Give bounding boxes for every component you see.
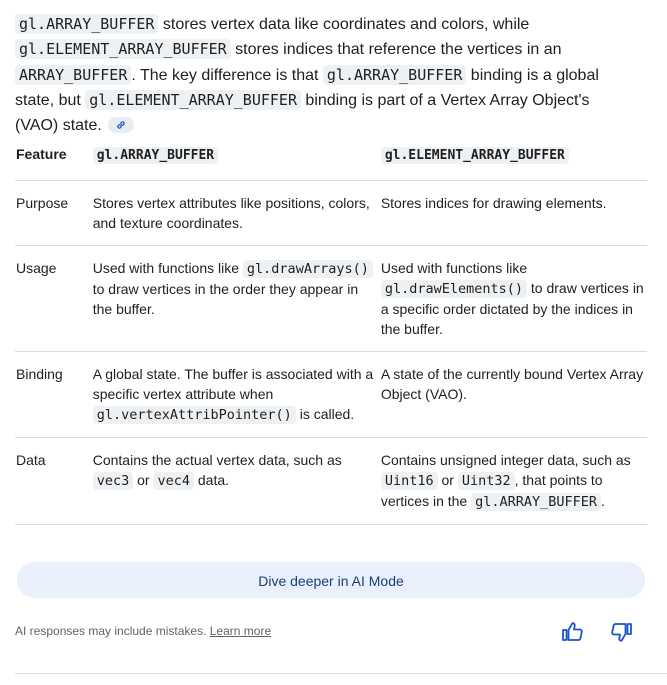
row-element-buffer-cell: A state of the currently bound Vertex Array Object (VAO). (380, 352, 647, 438)
table-header-row (15, 140, 647, 181)
header-array-buffer: gl.ARRAY_BUFFER (92, 140, 380, 181)
inline-code: gl.ARRAY_BUFFER (471, 493, 601, 511)
table-row (15, 246, 647, 352)
row-array-buffer-cell: Contains the actual vertex data, such as vec3 or vec4 data. (92, 438, 380, 525)
inline-code: gl.ARRAY_BUFFER (15, 14, 158, 34)
inline-code: gl.ELEMENT_ARRAY_BUFFER (85, 90, 301, 110)
table-row (15, 438, 647, 525)
thumbs-down-icon[interactable] (609, 620, 633, 644)
inline-code: gl.vertexAttribPointer() (93, 406, 296, 424)
header-feature: Feature (15, 140, 92, 181)
inline-code: Uint16 (381, 472, 438, 490)
row-feature: Data (15, 438, 92, 525)
source-link-button[interactable] (108, 117, 134, 133)
inline-code: gl.drawArrays() (243, 260, 373, 278)
row-element-buffer-cell: Used with functions like gl.drawElements() to draw vertices in a specific order dictated by the indices in the buffer. (380, 246, 647, 352)
learn-more-link[interactable]: Learn more (209, 624, 272, 638)
ai-disclaimer: AI responses may include mistakes. Learn more (15, 624, 272, 638)
row-array-buffer-cell: Stores vertex attributes like positions, colors, and texture coordinates. (92, 181, 380, 246)
row-array-buffer-cell: Used with functions like gl.drawArrays() to draw vertices in the order they appear in the buffer. (92, 246, 380, 352)
inline-code: Uint32 (458, 472, 515, 490)
dive-deeper-ai-mode-button[interactable]: Dive deeper in AI Mode (17, 562, 645, 598)
inline-code: vec3 (93, 472, 134, 490)
divider (15, 673, 667, 674)
table-row (15, 181, 647, 246)
row-element-buffer-cell: Contains unsigned integer data, such as Uint16 or Uint32 , that points to vertices in the gl.ARRAY_BUFFER . (380, 438, 647, 525)
link-icon (116, 120, 126, 130)
inline-code: gl.ELEMENT_ARRAY_BUFFER (15, 39, 231, 59)
row-feature: Binding (15, 352, 92, 438)
inline-code: vec4 (153, 472, 194, 490)
row-element-buffer-cell: Stores indices for drawing elements. (380, 181, 647, 246)
inline-code: ARRAY_BUFFER (15, 65, 131, 85)
row-array-buffer-cell: A global state. The buffer is associated with a specific vertex attribute when gl.vertexAttribPointer() is called. (92, 352, 380, 438)
thumbs-up-icon[interactable] (561, 620, 585, 644)
row-feature: Purpose (15, 181, 92, 246)
inline-code: gl.ARRAY_BUFFER (323, 65, 466, 85)
ai-answer-intro: gl.ARRAY_BUFFER stores vertex data like coordinates and colors, while gl.ELEMENT_ARRAY_BUFFER stores indices that reference the vertices in an ARRAY_BUFFER . The key difference is that gl.ARRAY_BUFFER binding is a global state, but gl.ELEMENT_ARRAY_BUFFER binding is part of a Vertex Array Object's (VAO) state. (15, 15, 599, 134)
comparison-table (15, 140, 647, 525)
header-element-array-buffer: gl.ELEMENT_ARRAY_BUFFER (380, 140, 647, 181)
inline-code: gl.drawElements() (381, 280, 527, 298)
row-feature: Usage (15, 246, 92, 352)
table-row (15, 352, 647, 438)
